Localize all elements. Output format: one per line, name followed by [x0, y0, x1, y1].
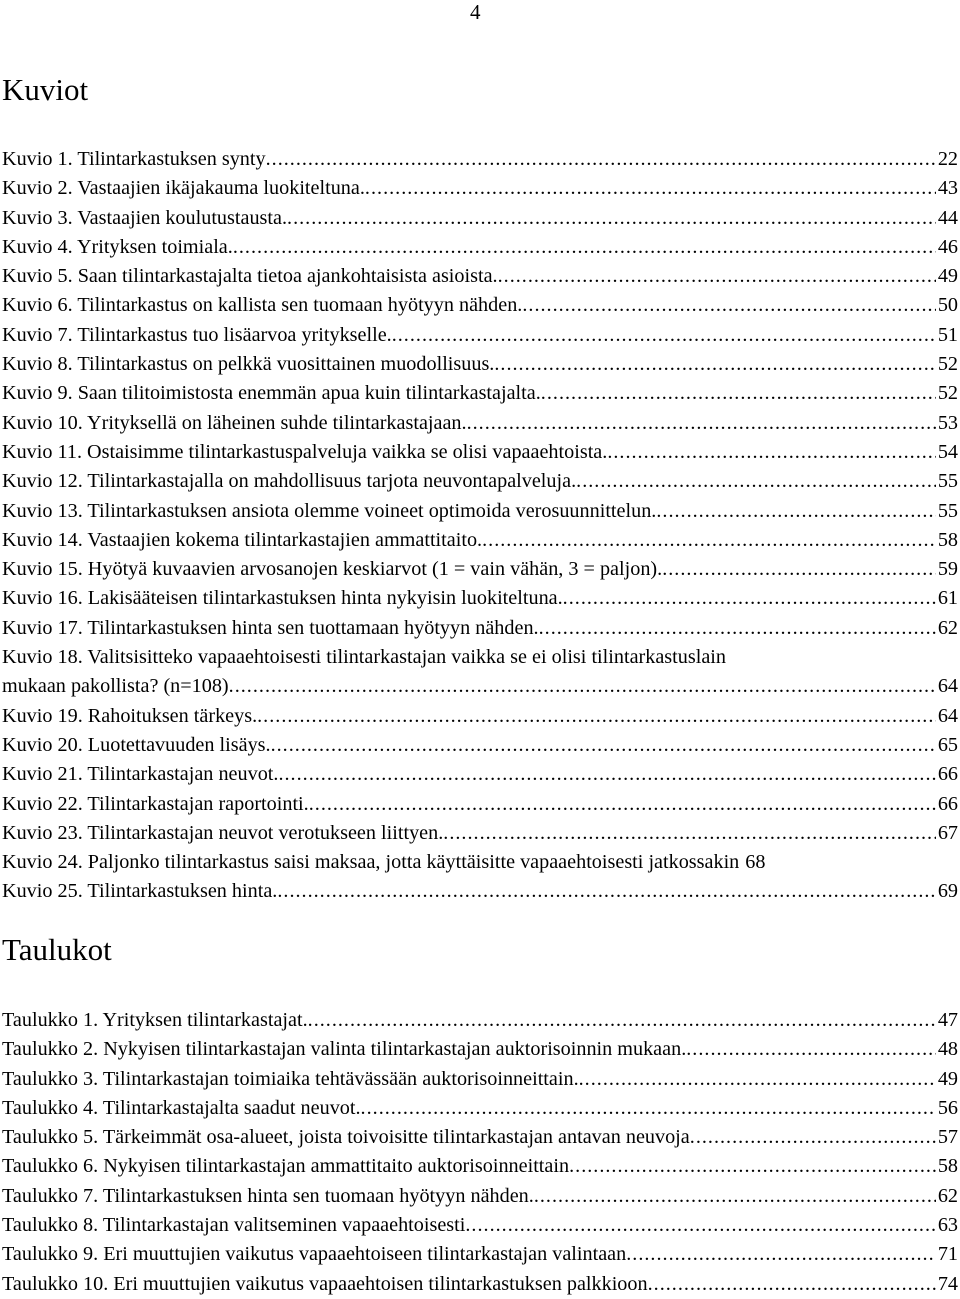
- figure-entry-22[interactable]: [2, 790, 958, 819]
- table-entry-6[interactable]: [2, 1152, 958, 1181]
- dot-leader: [443, 819, 936, 848]
- dot-leader: [662, 555, 936, 584]
- entry-page: 64: [937, 675, 958, 698]
- entry-title: Kuvio 6. Tilintarkastus on kallista sen tuomaan hyötyyn nähden.: [2, 294, 523, 317]
- entry-page: 71: [937, 1243, 958, 1266]
- figure-entry-4[interactable]: [2, 233, 958, 262]
- figure-entry-24[interactable]: [2, 848, 958, 877]
- entry-page: 55: [937, 499, 958, 522]
- table-entry-2[interactable]: [2, 1035, 958, 1064]
- table-entry-9[interactable]: [2, 1240, 958, 1269]
- entry-page: 43: [937, 177, 958, 200]
- entry-page: 50: [937, 294, 958, 317]
- entry-title: Kuvio 21. Tilintarkastajan neuvot.: [2, 763, 279, 786]
- entry-page: 59: [937, 558, 958, 581]
- entry-page: 74: [937, 1272, 958, 1295]
- entry-title: Kuvio 9. Saan tilitoimistosta enemmän apua kuin tilintarkastajalta.: [2, 382, 541, 405]
- dot-leader: [607, 438, 936, 467]
- figure-entry-13[interactable]: [2, 497, 958, 526]
- entry-title: Kuvio 17. Tilintarkastuksen hinta sen tuottamaan hyötyyn nähden.: [2, 616, 539, 639]
- entry-title: Kuvio 7. Tilintarkastus tuo lisäarvoa yritykselle.: [2, 323, 392, 346]
- dot-leader: [271, 731, 936, 760]
- entry-title: Kuvio 22. Tilintarkastajan raportointi.: [2, 792, 309, 815]
- entry-title: Taulukko 4. Tilintarkastajalta saadut neuvot.: [2, 1096, 361, 1119]
- figure-entry-16[interactable]: [2, 584, 958, 613]
- entry-title: Taulukko 1. Yrityksen tilintarkastajat.: [2, 1009, 308, 1031]
- entry-page: 63: [937, 1214, 958, 1237]
- dot-leader: [522, 291, 935, 320]
- entry-page: 66: [937, 763, 958, 786]
- entry-page: 62: [937, 616, 958, 639]
- entry-page: 56: [937, 1096, 958, 1119]
- entry-page: 51: [937, 323, 958, 346]
- figure-entry-19[interactable]: [2, 702, 958, 731]
- dot-leader: [579, 1065, 936, 1094]
- table-entry-3[interactable]: [2, 1065, 958, 1094]
- entry-page: 62: [937, 1184, 958, 1207]
- figure-entry-9[interactable]: [2, 379, 958, 408]
- entry-page: 69: [937, 880, 958, 903]
- dot-leader: [539, 614, 936, 643]
- entry-title: Kuvio 25. Tilintarkastuksen hinta.: [2, 880, 278, 903]
- entry-title: Kuvio 4. Yrityksen toimiala.: [2, 235, 233, 258]
- entry-title: Taulukko 3. Tilintarkastajan toimiaika tehtävässään auktorisoinneittain.: [2, 1067, 579, 1090]
- dot-leader: [465, 1211, 935, 1240]
- entry-page: 55: [937, 470, 958, 493]
- dot-leader: [277, 877, 935, 906]
- figure-entry-3[interactable]: [2, 204, 958, 233]
- dot-leader: [233, 233, 936, 262]
- figure-entry-21[interactable]: [2, 760, 958, 789]
- dot-leader: [229, 672, 936, 701]
- entry-title: Taulukko 6. Nykyisen tilintarkastajan ammattitaito auktorisoinneittain: [2, 1155, 570, 1178]
- entry-page: 64: [937, 704, 958, 727]
- table-entry-7[interactable]: [2, 1182, 958, 1211]
- entry-page: 61: [937, 587, 958, 610]
- dot-leader: [686, 1035, 936, 1064]
- page-number: 4: [470, 0, 481, 24]
- entry-title: Kuvio 12. Tilintarkastajalla on mahdollisuus tarjota neuvontapalveluja.: [2, 470, 577, 493]
- entry-page: 48: [937, 1038, 958, 1061]
- dot-leader: [626, 1240, 936, 1269]
- entry-title: Kuvio 8. Tilintarkastus on pelkkä vuosittainen muodollisuus.: [2, 353, 495, 376]
- dot-leader: [648, 1270, 936, 1299]
- figure-entry-7[interactable]: [2, 321, 958, 350]
- tables-list: [2, 1006, 958, 1299]
- figure-entry-6[interactable]: [2, 291, 958, 320]
- entry-title: Kuvio 23. Tilintarkastajan neuvot verotukseen liittyen.: [2, 821, 444, 844]
- entry-title: Kuvio 3. Vastaajien koulutustausta.: [2, 206, 288, 229]
- dot-leader: [563, 584, 936, 613]
- figures-list: [2, 145, 958, 907]
- entry-title: Taulukko 8. Tilintarkastajan valitseminen vapaaehtoisesti: [2, 1214, 466, 1237]
- dot-leader: [266, 145, 936, 174]
- entry-page: 22: [937, 148, 958, 170]
- figure-entry-23[interactable]: [2, 819, 958, 848]
- entry-page: 53: [937, 411, 958, 434]
- figure-entry-8[interactable]: [2, 350, 958, 379]
- dot-leader: [257, 702, 936, 731]
- entry-page: 67: [937, 821, 958, 844]
- entry-title: Kuvio 24. Paljonko tilintarkastus saisi maksaa, jotta käyttäisitte vapaaehtoisesti jatkossakin: [2, 851, 740, 874]
- figure-entry-20[interactable]: [2, 731, 958, 760]
- entry-title: Taulukko 9. Eri muuttujien vaikutus vapaaehtoiseen tilintarkastajan valintaan: [2, 1243, 627, 1266]
- dot-leader: [278, 760, 935, 789]
- table-entry-8[interactable]: [2, 1211, 958, 1240]
- entry-page: 49: [937, 265, 958, 288]
- figure-entry-1[interactable]: [2, 145, 958, 174]
- tables-heading: Taulukot: [2, 932, 112, 967]
- entry-page: 52: [937, 382, 958, 405]
- entry-page: 52: [937, 353, 958, 376]
- dot-leader: [309, 790, 936, 819]
- dot-leader: [467, 409, 936, 438]
- entry-page: 54: [937, 440, 958, 463]
- figure-entry-15[interactable]: [2, 555, 958, 584]
- entry-page: 66: [937, 792, 958, 815]
- dot-leader: [494, 350, 935, 379]
- dot-leader: [365, 174, 936, 203]
- entry-title: Kuvio 1. Tilintarkastuksen synty: [2, 148, 266, 170]
- dot-leader: [569, 1152, 936, 1181]
- entry-page: 68: [745, 851, 766, 874]
- entry-page: 44: [937, 206, 958, 229]
- figure-entry-14[interactable]: [2, 526, 958, 555]
- table-entry-10[interactable]: [2, 1270, 958, 1299]
- entry-title-line1: Kuvio 18. Valitsisitteko vapaaehtoisesti tilintarkastajan vaikka se ei olisi tilintarkastuslain: [2, 646, 726, 669]
- entry-title: Kuvio 13. Tilintarkastuksen ansiota olemme voineet optimoida verosuunnittelun.: [2, 499, 657, 522]
- dot-leader: [690, 1123, 936, 1152]
- dot-leader: [498, 262, 936, 291]
- figure-entry-12[interactable]: [2, 467, 958, 496]
- entry-title: Taulukko 10. Eri muuttujien vaikutus vapaaehtoisen tilintarkastuksen palkkioon: [2, 1272, 648, 1295]
- dot-leader: [361, 1094, 936, 1123]
- table-entry-5[interactable]: [2, 1123, 958, 1152]
- figure-entry-5[interactable]: [2, 262, 958, 291]
- dot-leader: [576, 467, 936, 496]
- table-entry-4[interactable]: [2, 1094, 958, 1123]
- entry-title-line2: mukaan pakollista? (n=108): [2, 675, 229, 698]
- entry-title: Kuvio 16. Lakisääteisen tilintarkastuksen hinta nykyisin luokiteltuna.: [2, 587, 563, 610]
- entry-page: 65: [937, 733, 958, 756]
- dot-leader: [541, 379, 936, 408]
- entry-title: Kuvio 10. Yrityksellä on läheinen suhde tilintarkastajaan.: [2, 411, 467, 434]
- figure-entry-11[interactable]: [2, 438, 958, 467]
- entry-title: Taulukko 7. Tilintarkastuksen hinta sen tuomaan hyötyyn nähden.: [2, 1184, 534, 1207]
- entry-title: Kuvio 2. Vastaajien ikäjakauma luokiteltuna.: [2, 177, 365, 200]
- figure-entry-2[interactable]: [2, 174, 958, 203]
- entry-page: 58: [937, 1155, 958, 1178]
- figures-heading: Kuviot: [2, 72, 89, 107]
- figure-entry-18[interactable]: [2, 643, 958, 702]
- entry-page: 57: [937, 1126, 958, 1149]
- entry-title: Kuvio 14. Vastaajien kokema tilintarkastajien ammattitaito.: [2, 528, 483, 551]
- dot-leader: [656, 497, 935, 526]
- entry-title: Taulukko 5. Tärkeimmät osa-alueet, joista toivoisitte tilintarkastajan antavan neuvoja: [2, 1126, 690, 1149]
- dot-leader: [534, 1182, 936, 1211]
- entry-title: Kuvio 15. Hyötyä kuvaavien arvosanojen keskiarvot (1 = vain vähän, 3 = paljon).: [2, 558, 663, 581]
- entry-page: 46: [937, 235, 958, 258]
- entry-title: Kuvio 11. Ostaisimme tilintarkastuspalveluja vaikka se olisi vapaaehtoista.: [2, 440, 608, 463]
- figure-entry-25[interactable]: [2, 877, 958, 906]
- entry-page: 47: [937, 1009, 958, 1031]
- entry-title: Kuvio 19. Rahoituksen tärkeys.: [2, 704, 258, 727]
- dot-leader: [482, 526, 936, 555]
- entry-title: Taulukko 2. Nykyisen tilintarkastajan valinta tilintarkastajan auktorisoinnin mukaan.: [2, 1038, 687, 1061]
- dot-leader: [308, 1006, 936, 1035]
- dot-leader: [392, 321, 936, 350]
- dot-leader: [287, 204, 936, 233]
- table-entry-1[interactable]: [2, 1006, 958, 1035]
- figure-entry-10[interactable]: [2, 409, 958, 438]
- entry-title: Kuvio 5. Saan tilintarkastajalta tietoa ajankohtaisista asioista.: [2, 265, 498, 288]
- entry-page: 58: [937, 528, 958, 551]
- entry-title: Kuvio 20. Luotettavuuden lisäys.: [2, 733, 271, 756]
- figure-entry-17[interactable]: [2, 614, 958, 643]
- entry-page: 49: [937, 1067, 958, 1090]
